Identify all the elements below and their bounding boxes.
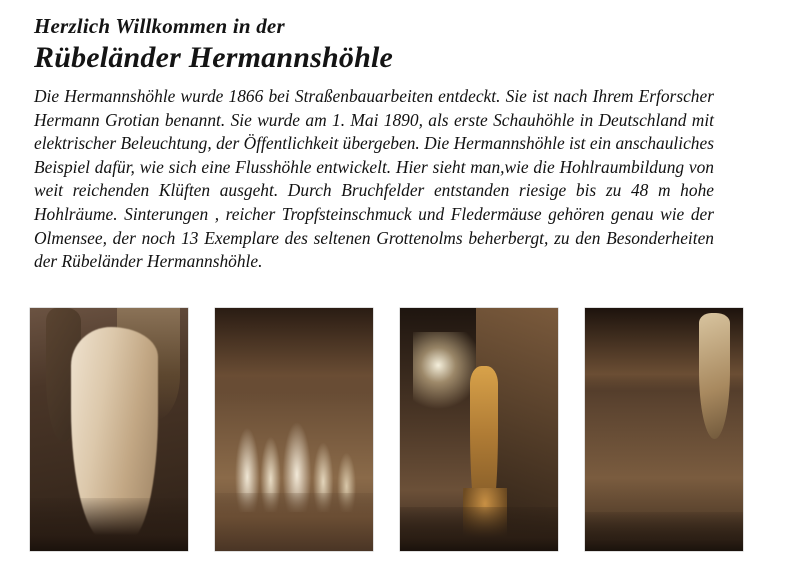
cave-photo-stalagmite-field: [215, 308, 373, 551]
greeting-heading: Herzlich Willkommen in der: [34, 14, 285, 38]
body-paragraph: Die Hermannshöhle wurde 1866 bei Straßenbauarbeiten entdeckt. Sie ist nach Ihrem Erforscher Hermann Grotian benannt. Sie wurde am 1. Mai 1890, als erste Schauhöhle in Deutschland mit elektrischer Beleuchtung, der Öffentlichkeit übergeben. Die Hermannshöhle ist ein anschauliches Beispiel dafür, wie sich eine Flusshöhle entwickelt. Hier sieht man,wie die Hohlraumbildung von weit reichenden Klüften ausgeht. Durch Bruchfelder entstanden riesige bis zu 48 m hohe Hohlräume. Sinterungen , reicher Tropfsteinschmuck und Fledermäuse gehören genau wie der Olmensee, der noch 13 Exemplare des seltenen Grottenolms beherbergt, zu den Besonderheiten der Rübeländer Hermannshöhle.: [34, 86, 714, 272]
page-title: Rübeländer Hermannshöhle: [34, 41, 394, 74]
cave-photo-column: [30, 308, 188, 551]
cave-photo-flowstone-mound: [585, 308, 743, 551]
cave-photo-lit-formation: [400, 308, 558, 551]
photo-gallery: [30, 308, 770, 551]
